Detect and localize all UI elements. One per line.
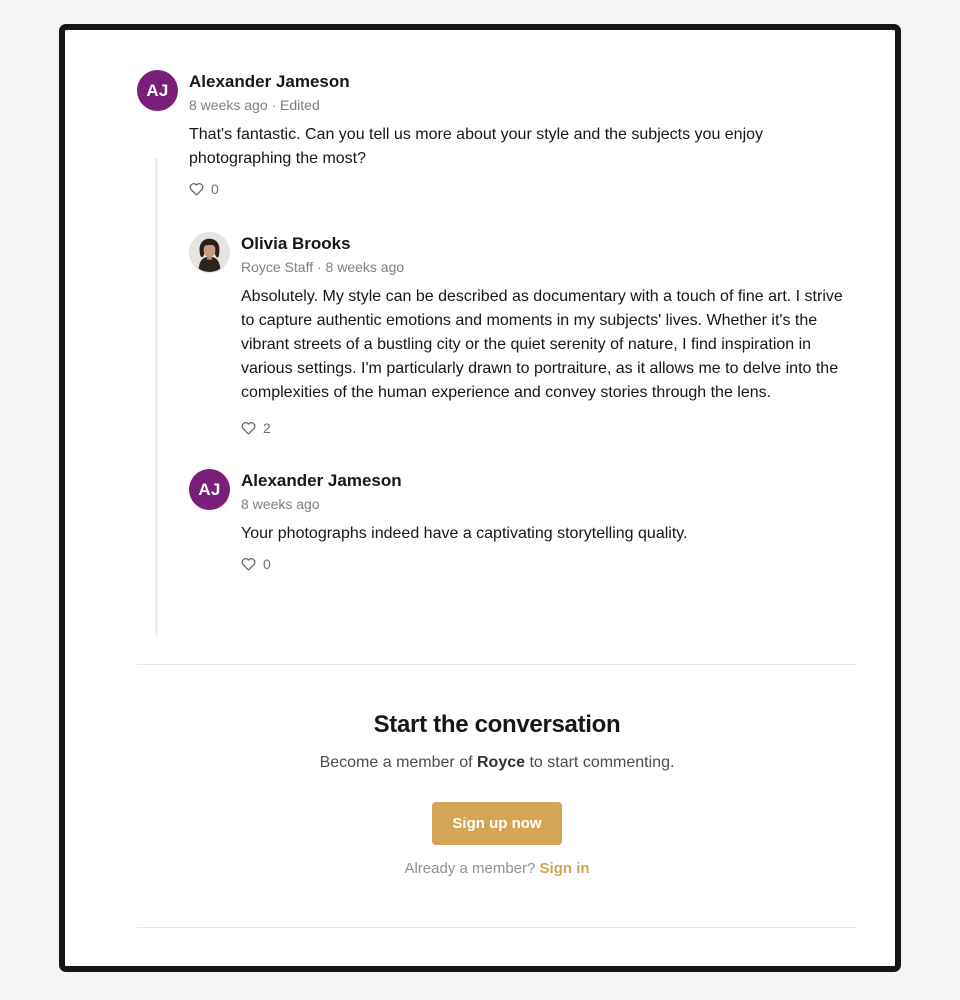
cta-subtitle	[137, 752, 857, 774]
comment-body: That's fantastic. Can you tell us more about your style and the subjects you enjoy photographing the most?	[189, 126, 764, 167]
signup-cta	[137, 710, 857, 877]
signup-button[interactable]: Sign up now	[432, 802, 561, 845]
avatar[interactable]: AJ	[189, 469, 230, 510]
comments-panel	[59, 24, 901, 972]
comment	[189, 469, 857, 572]
site-name: Royce	[476, 754, 526, 771]
cta-subtitle-suffix: to start commenting.	[525, 754, 675, 771]
heart-icon	[189, 182, 204, 196]
avatar[interactable]: AJ	[137, 70, 178, 111]
like-count: 0	[263, 556, 271, 572]
signin-link[interactable]: Sign in	[539, 860, 590, 877]
comment	[137, 70, 857, 572]
comment-meta: 8 weeks ago	[241, 496, 320, 512]
signin-prompt: Already a member?	[404, 860, 540, 877]
like-count: 2	[263, 420, 271, 436]
avatar[interactable]	[189, 232, 230, 273]
divider	[137, 927, 857, 928]
like-button[interactable]	[241, 420, 281, 436]
comment-author[interactable]: Olivia Brooks	[241, 234, 351, 253]
comment	[189, 232, 857, 436]
divider	[137, 664, 857, 665]
cta-subtitle-prefix: Become a member of	[319, 754, 477, 771]
comment-thread	[137, 70, 857, 572]
like-button[interactable]	[241, 556, 281, 572]
comment-meta: Royce Staff · 8 weeks ago	[241, 259, 405, 275]
comment-author[interactable]: Alexander Jameson	[241, 471, 402, 490]
comment-body: Your photographs indeed have a captivating storytelling quality.	[241, 525, 688, 542]
like-count: 0	[211, 181, 219, 197]
heart-icon	[241, 557, 256, 571]
portrait-image	[190, 232, 229, 273]
replies	[189, 232, 857, 572]
heart-icon	[241, 421, 256, 435]
like-button[interactable]	[189, 181, 229, 197]
signin-line	[137, 860, 857, 877]
comment-author[interactable]: Alexander Jameson	[189, 72, 350, 91]
comment-body: Absolutely. My style can be described as documentary with a touch of fine art. I strive to capture authentic emotions and moments in my subjects' lives. Whether it's the vibrant streets of a bustling city or the quiet serenity of nature, I find inspiration in various settings. I'm particularly drawn to portraiture, as it allows me to delve into the complexities of the human experience and convey stories through the lens.	[241, 288, 843, 401]
comment-meta: 8 weeks ago · Edited	[189, 97, 320, 113]
cta-title: Start the conversation	[373, 711, 621, 738]
